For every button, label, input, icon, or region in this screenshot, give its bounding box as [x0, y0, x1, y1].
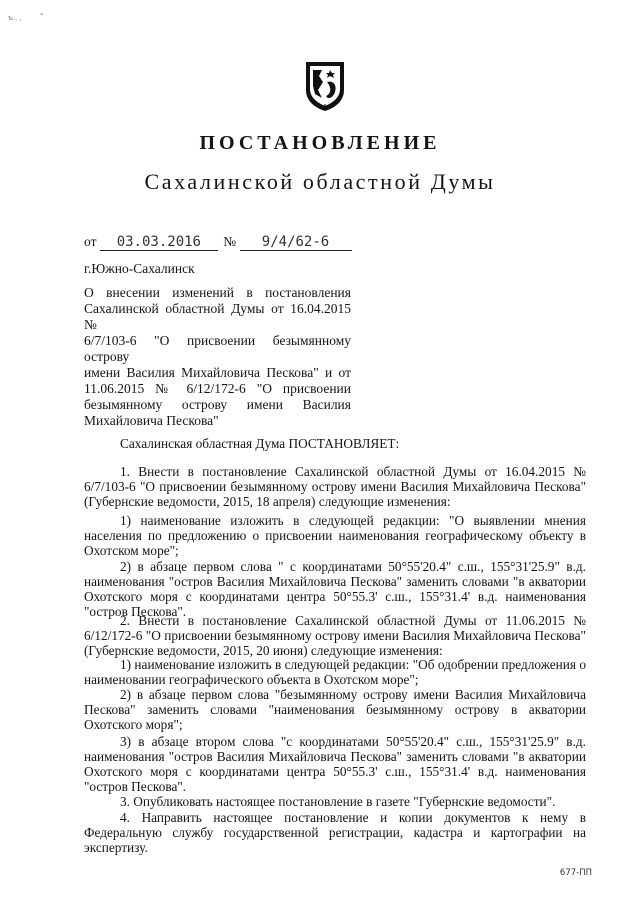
paragraph-2-item-2: 2) в абзаце первом слова "безымянному острову имени Василия Михайловича Пескова" заменить словами "наименования безымянному острову в акватории Охотского моря"; [84, 687, 586, 732]
paragraph-1: 1. Внести в постановление Сахалинской областной Думы от 16.04.2015 № 6/7/103-6 "О присвоении безымянному острову имени Василия Михайловича Пескова" (Губернские ведомости, 2015, 18 апреля) следующие изменения: [84, 464, 586, 509]
subject-line: Михайловича Пескова" [84, 413, 219, 428]
scan-mark: ъ.. , [8, 14, 22, 22]
intro-statement: Сахалинская областная Дума ПОСТАНОВЛЯЕТ: [120, 436, 400, 451]
document-title: ПОСТАНОВЛЕНИЕ [199, 132, 441, 154]
document-date: 03.03.2016 [100, 234, 218, 251]
subject-line: 11.06.2015 № 6/12/172-6 "О присвоении [84, 381, 351, 396]
paragraph-2: 2. Внести в постановление Сахалинской областной Думы от 11.06.2015 № 6/12/172-6 "О присвоении безымянному острову имени Василия Михайловича Пескова" (Губернские ведомости, 2015, 20 июня) следующие изменения: [84, 613, 586, 658]
date-prefix: от [84, 234, 97, 249]
paragraph-1-item-2: 2) в абзаце первом слова " с координатами 50°55'20.4" с.ш., 155°31'25.9" в.д. наименования "остров Василия Михайловича Пескова" заменить словами "в акватории Охотского моря с координатами центра 50°55.3' с.ш., 155°31.4' в.д. наименования "остров Пескова". [84, 559, 586, 619]
paragraph-3: 3. Опубликовать настоящее постановление в газете "Губернские ведомости". [120, 794, 556, 809]
number-prefix: № [223, 234, 237, 249]
subject-line: имени Василия Михайловича Пескова" и от [84, 365, 351, 380]
document-subject [84, 285, 351, 429]
document-code: 677-ПП [559, 868, 592, 878]
paragraph-2-item-3: 3) в абзаце втором слова "с координатами 50°55'20.4" с.ш., 155°31'25.9" в.д. наименования "остров Василия Михайловича Пескова" заменить словами "в акватории Охотского моря с координатами центра 50°55.3' с.ш., 155°31.4' в.д. наименования "остров Пескова". [84, 734, 586, 794]
paragraph-4: 4. Направить настоящее постановление и копии документов к нему в Федеральную службу государственной регистрации, кадастра и картографии на экспертизу. [84, 810, 586, 855]
subject-line: безымянному острову имени Василия [84, 397, 351, 412]
city: г.Южно-Сахалинск [84, 261, 195, 276]
document-number: 9/4/62-6 [240, 234, 352, 251]
subject-line: Сахалинской областной Думы от 16.04.2015 № [84, 301, 351, 332]
scan-mark-2: " [40, 12, 44, 20]
subject-line: О внесении изменений в постановления [84, 285, 351, 300]
date-number-line [84, 234, 352, 251]
subject-line: 6/7/103-6 "О присвоении безымянному острову [84, 333, 351, 364]
document-subtitle: Сахалинской областной Думы [144, 169, 496, 194]
paragraph-2-item-1: 1) наименование изложить в следующей редакции: "Об одобрении предложения о наименовании географического объекта в Охотском море"; [84, 657, 586, 687]
paragraph-1-item-1: 1) наименование изложить в следующей редакции: "О выявлении мнения населения по предложению о присвоении наименования географическому объекту в Охотском море"; [84, 513, 586, 558]
coat-of-arms-emblem [304, 60, 346, 112]
